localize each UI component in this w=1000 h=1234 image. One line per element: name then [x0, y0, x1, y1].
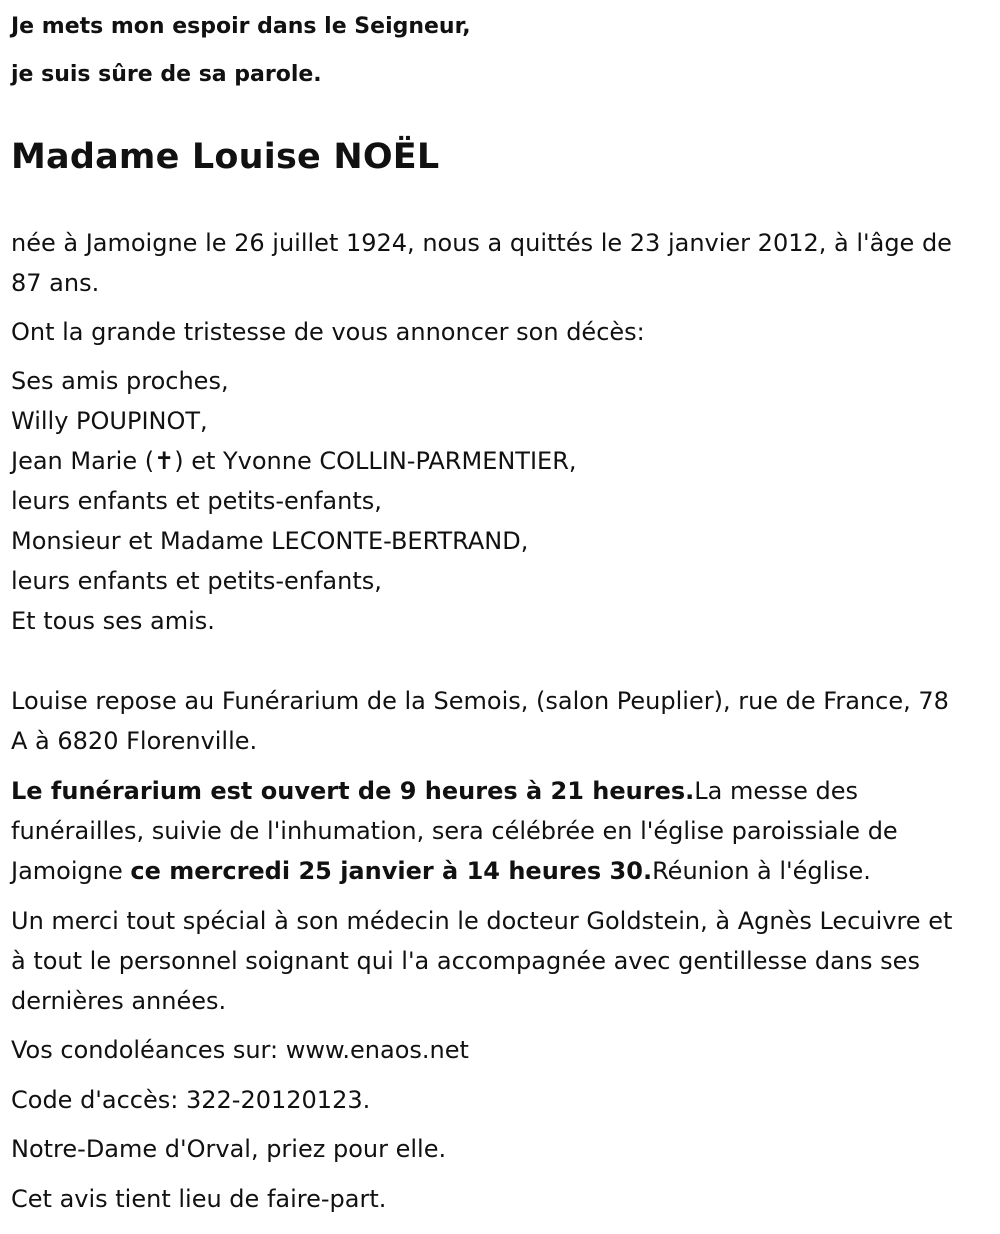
mourner-line: leurs enfants et petits-enfants,	[11, 567, 382, 595]
mourner-line: Monsieur et Madame LECONTE-BERTRAND,	[11, 527, 529, 555]
announcement-paragraph: Ont la grande tristesse de vous annoncer son décès:	[11, 318, 645, 346]
mass-text: La messe des funérailles, suivie de l'inhumation, sera célébrée en l'église paroissiale de Jamoigne	[11, 777, 898, 885]
condolences-line: Vos condoléances sur: www.enaos.net	[11, 1036, 469, 1064]
mourner-line: Willy POUPINOT,	[11, 407, 208, 435]
deceased-name: Madame Louise NOËL	[11, 137, 440, 177]
mourner-line: leurs enfants et petits-enfants,	[11, 487, 382, 515]
meeting-text: Réunion à l'église.	[652, 857, 871, 885]
funeral-date: ce mercredi 25 janvier à 14 heures 30.	[130, 857, 653, 885]
verse-line-1: Je mets mon espoir dans le Seigneur,	[11, 14, 471, 39]
thanks-paragraph: Un merci tout spécial à son médecin le docteur Goldstein, à Agnès Lecuivre et à tout le personnel soignant qui l'a accompagnée avec gentillesse dans ses dernières années.	[11, 907, 953, 1015]
funeral-details-paragraph	[11, 771, 986, 891]
mourners-list	[11, 361, 577, 641]
mourner-line: Et tous ses amis.	[11, 607, 215, 635]
prayer-line: Notre-Dame d'Orval, priez pour elle.	[11, 1135, 447, 1163]
visiting-hours: Le funérarium est ouvert de 9 heures à 21 heures.	[11, 777, 695, 805]
mourner-line: Ses amis proches,	[11, 367, 229, 395]
mourner-line: Jean Marie (✝) et Yvonne COLLIN-PARMENTIER,	[11, 447, 577, 475]
verse-line-2: je suis sûre de sa parole.	[11, 62, 322, 87]
birth-death-paragraph: née à Jamoigne le 26 juillet 1924, nous a quittés le 23 janvier 2012, à l'âge de 87 ans.	[11, 229, 952, 297]
funeral-home-paragraph: Louise repose au Funérarium de la Semois, (salon Peuplier), rue de France, 78 A à 6820 Florenville.	[11, 687, 949, 755]
notice-line: Cet avis tient lieu de faire-part.	[11, 1185, 387, 1213]
access-code-line: Code d'accès: 322-20120123.	[11, 1086, 371, 1114]
